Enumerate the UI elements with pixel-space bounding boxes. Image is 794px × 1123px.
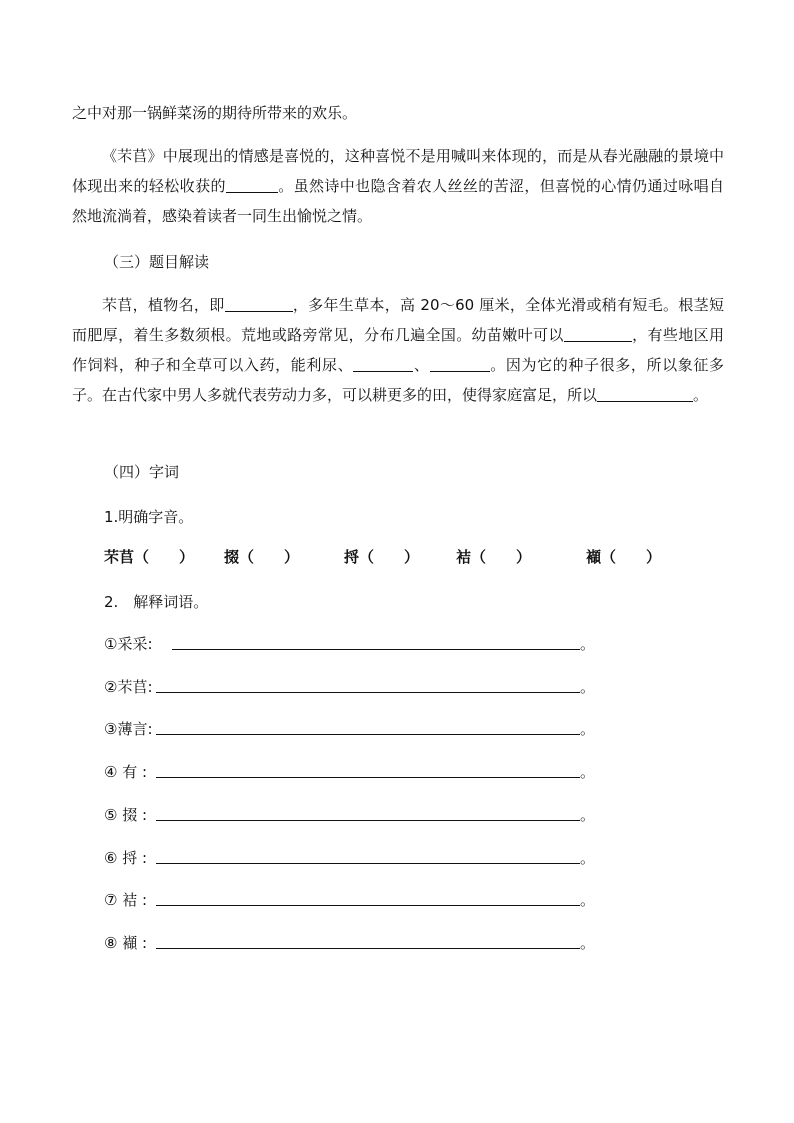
fill-blank[interactable] [597,383,693,402]
pinyin-item[interactable]: 襭（ ） [586,548,662,566]
answer-line[interactable] [156,692,580,693]
period-mark: 。 [580,678,596,696]
answer-line[interactable] [156,734,580,735]
answer-line[interactable] [156,905,580,906]
definition-row [104,803,604,827]
section-title-4: （四）字词 [104,463,180,481]
definition-label: ③薄言: [104,720,153,738]
pinyin-item[interactable]: 捋（ ） [344,548,420,566]
definition-row [104,846,604,870]
fill-blank[interactable] [226,174,278,193]
pinyin-item[interactable]: 芣苢（ ） [104,548,195,566]
period-mark: 。 [580,849,596,867]
answer-line[interactable] [156,777,580,778]
definition-label: ⑧ 襭 : [104,934,148,952]
pinyin-item[interactable]: 袺（ ） [456,548,532,566]
fill-blank[interactable] [564,323,632,342]
definition-label: ⑦ 袺 : [104,891,148,909]
paragraph-intro: 之中对那一锅鲜菜汤的期待所带来的欢乐。 [72,104,358,122]
definition-label: ②芣苢: [104,678,153,696]
period-mark: 。 [580,720,596,738]
section-title-3: （三）题目解读 [104,253,210,271]
definition-label: ⑤ 掇 : [104,806,148,824]
period-mark: 。 [580,891,596,909]
period-mark: 。 [580,763,596,781]
period-mark: 。 [580,934,596,952]
answer-line[interactable] [156,863,580,864]
definition-row [104,888,604,912]
period-mark: 。 [580,635,596,653]
paragraph-explanation: 芣苢，植物名，即 ，多年生草本，高 20～60 厘米，全体光滑或稍有短毛。根茎短而肥厚，着生多数须根。荒地或路旁常见，分布几遍全国。幼苗嫩叶可以 ，有些地区用作饲料，种子和全草可以入药，能利尿、 、 。因为它的种子很多，所以象征多子。在古代家中男人多就代表劳动力多，可以耕更多的田，使得家庭富足，所以 。 [72,290,724,410]
definition-row [104,760,604,784]
answer-line[interactable] [172,649,580,650]
definition-label: ①采采: [104,635,153,653]
question-2-title: 2. 解释词语。 [104,593,209,611]
question-1-title: 1.明确字音。 [104,508,194,526]
definition-row [104,931,604,955]
pinyin-row [104,544,704,570]
definition-label: ⑥ 捋 : [104,849,148,867]
definition-label: ④ 有 : [104,763,148,781]
period-mark: 。 [580,806,596,824]
fill-blank[interactable] [430,353,490,372]
fill-blank[interactable] [353,353,413,372]
answer-line[interactable] [156,820,580,821]
fill-blank[interactable] [225,293,293,312]
paragraph-emotion: 《芣苢》中展现出的情感是喜悦的，这种喜悦不是用喊叫来体现的，而是从春光融融的景境中体现出来的轻松收获的 。虽然诗中也隐含着农人丝丝的苦涩，但喜悦的心情仍通过咏唱自然地流淌着，感染着读者一同生出愉悦之情。 [72,147,724,225]
definition-row [104,675,604,699]
definition-row [104,717,604,741]
answer-line[interactable] [156,948,580,949]
pinyin-item[interactable]: 掇（ ） [224,548,300,566]
definition-row [104,632,604,656]
